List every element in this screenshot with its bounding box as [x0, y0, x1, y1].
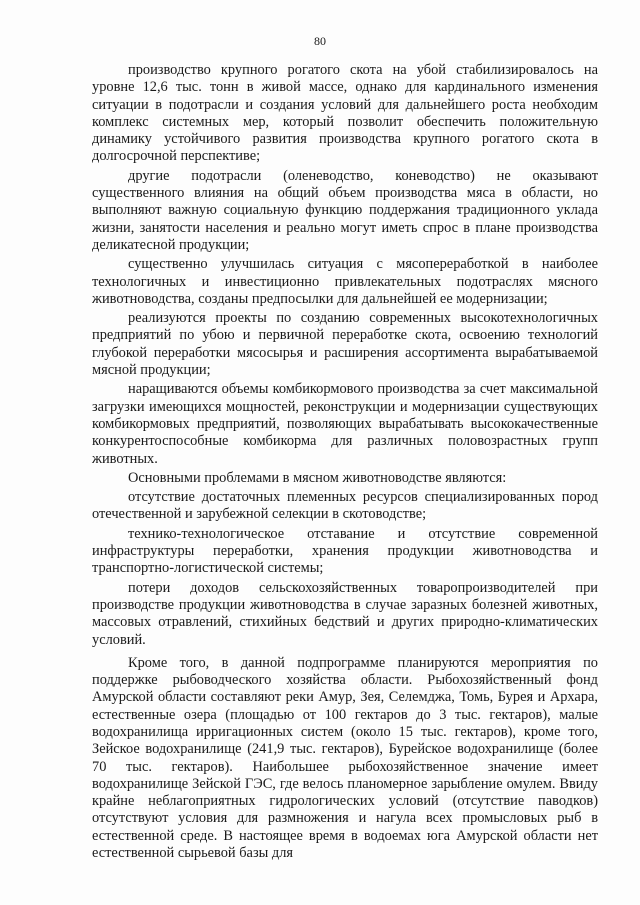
- page-number: 80: [314, 34, 326, 48]
- paragraph-technological-lag: технико-технологическое отставание и отсутствие современной инфраструктуры переработки, хранения продукции животноводства и транспортно-логистической системы;: [92, 525, 598, 577]
- paragraph-cattle-production: производство крупного рогатого скота на убой стабилизировалось на уровне 12,6 тыс. тонн в живой массе, однако для кардинального изменения ситуации в подотрасли и создания условий для дальнейшего роста необходим комплекс системных мер, который позволит обеспечить положительную динамику устойчивого развития производства крупного рогатого скота в долгосрочной перспективе;: [92, 62, 598, 165]
- paragraph-meat-processing: существенно улучшилась ситуация с мясопереработкой в наиболее технологичных и инвестиционно привлекательных подотраслях мясного животноводства, созданы предпосылки для дальнейшей ее модернизации;: [92, 256, 598, 307]
- paragraph-breeding-resources: отсутствие достаточных племенных ресурсов специализированных пород отечественной и зарубежной селекции в скотоводстве;: [92, 489, 598, 523]
- paragraph-income-losses: потери доходов сельскохозяйственных товаропроизводителей при производстве продукции животноводства в случае заразных болезней животных, массовых отравлений, стихийных бедствий и других природно-климатических условий.: [92, 579, 598, 648]
- paragraph-problems-heading: Основными проблемами в мясном животноводстве являются:: [128, 469, 507, 486]
- paragraph-other-subsectors: другие подотрасли (оленеводство, коневодство) не оказывают существенного влияния на общий объем производства мяса в области, но выполняют важную социальную функцию поддержания традиционного уклада жизни, занятости населения и реально могут иметь спрос в плане производства деликатесной продукции;: [92, 167, 598, 253]
- body-text: [92, 62, 598, 862]
- paragraph-fisheries: Кроме того, в данной подпрограмме планируются мероприятия по поддержке рыбоводческого хозяйства области. Рыбохозяйственный фонд Амурской области составляют реки Амур, Зея, Селемджа, Томь, Бурея и Архара, естественные озера (площадью от 100 гектаров до 3 тыс. гектаров), малые водохранилища ирригационных систем (около 15 тыс. гектаров), кроме того, Зейское водохранилище (241,9 тыс. гектаров), Бурейское водохранилище (более 70 тыс. гектаров). Наибольшее рыбохозяйственное значение имеет водохранилище Зейской ГЭС, где велось планомерное зарыбление омулем. Ввиду крайне неблагоприятных гидрологических условий (отсутствие паводков) отсутствуют условия для размножения и нагула всех промысловых рыб в естественной среде. В настоящее время в водоемах юга Амурской области нет естественной сырьевой базы для: [92, 654, 598, 862]
- paragraph-feed-production: наращиваются объемы комбикормового производства за счет максимальной загрузки имеющихся мощностей, реконструкции и модернизации существующих комбикормовых предприятий, позволяющих вырабатывать высококачественные конкурентоспособные комбикорма для различных половозрастных групп животных.: [92, 381, 598, 467]
- paragraph-projects: реализуются проекты по созданию современных высокотехнологичных предприятий по убою и первичной переработке скота, освоению технологий глубокой переработки мясосырья и расширения ассортимента вырабатываемой мясной продукции;: [92, 310, 598, 379]
